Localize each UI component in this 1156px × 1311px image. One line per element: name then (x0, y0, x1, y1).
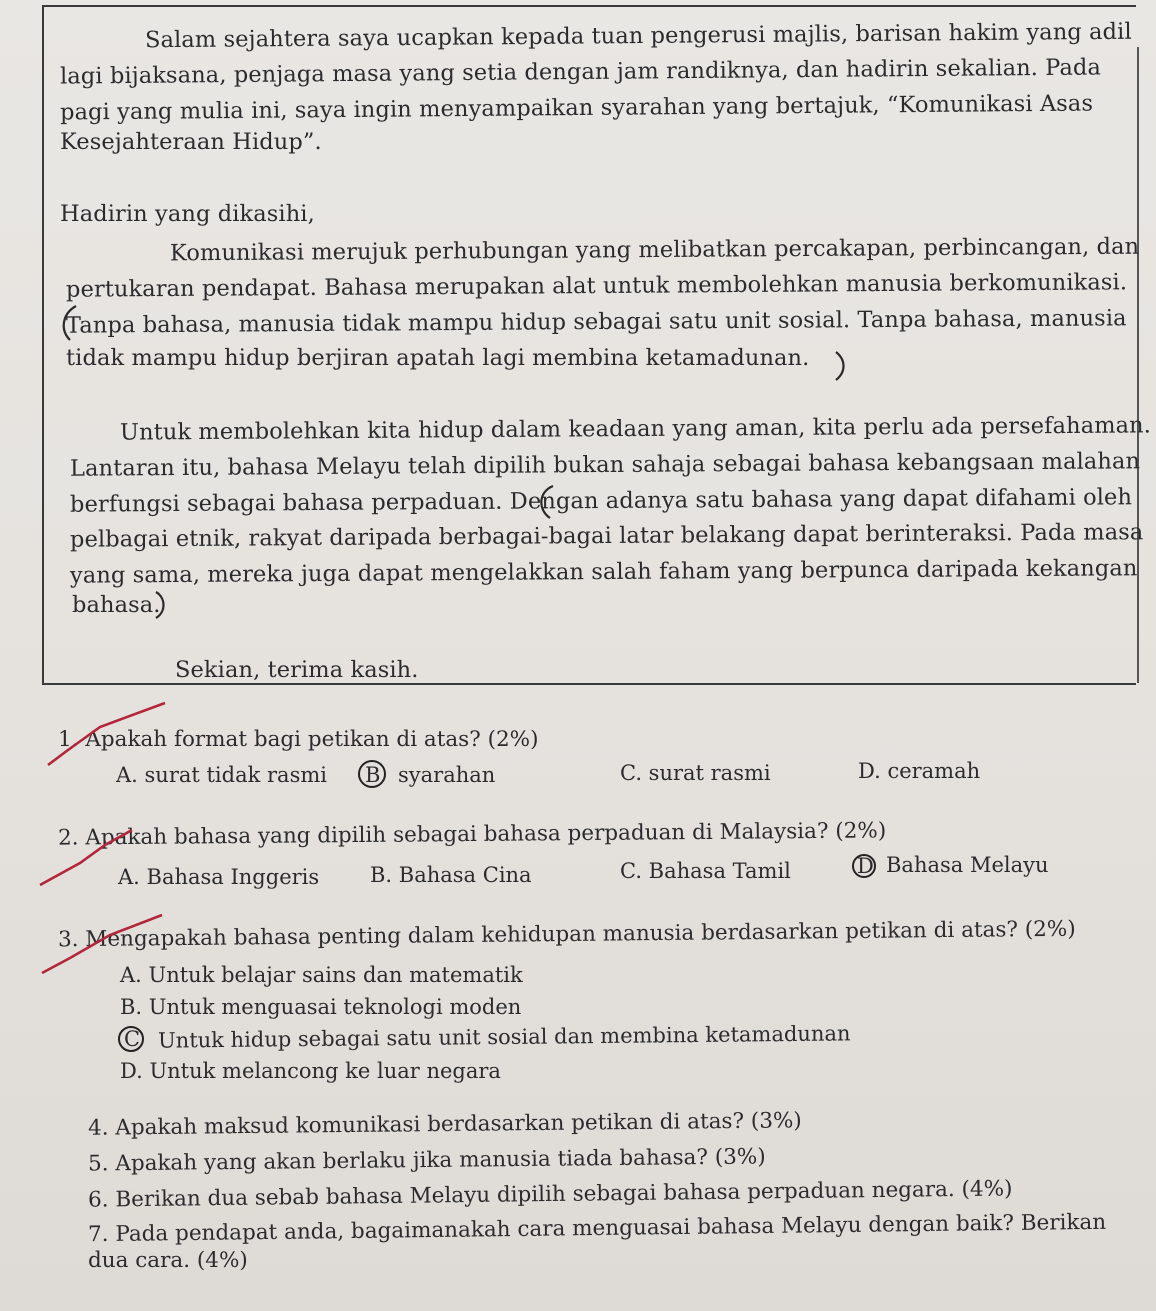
passage-line: tidak mampu hidup berjiran apatah lagi membina ketamadunan. (66, 345, 810, 371)
passage-line: pertukaran pendapat. Bahasa merupakan alat untuk membolehkan manusia berkomunikasi. (65, 269, 1128, 303)
passage-line: Lantaran itu, bahasa Melayu telah dipilih bukan sahaja sebagai bahasa kebangsaan malahan (69, 448, 1141, 482)
q2-option-c: C. Bahasa Tamil (620, 859, 791, 883)
passage-line: pelbagai etnik, rakyat daripada berbagai-bagai latar belakang dapat berinteraksi. Pada masa (69, 519, 1144, 553)
q3-option-a: A. Untuk belajar sains dan matematik (120, 963, 523, 987)
question-7-continued: dua cara. (4%) (88, 1248, 248, 1273)
q2-option-b: B. Bahasa Cina (370, 863, 532, 887)
passage-line: bahasa. (72, 592, 161, 618)
question-5: 5. Apakah yang akan berlaku jika manusia tiada bahasa? (3%) (87, 1144, 766, 1177)
question-2: 2. Apakah bahasa yang dipilih sebagai bahasa perpaduan di Malaysia? (2%) (57, 818, 887, 851)
passage-line: Komunikasi merujuk perhubungan yang melibatkan percakapan, perbincangan, dan (169, 233, 1140, 267)
passage-line: Hadirin yang dikasihi, (60, 201, 315, 227)
q1-option-a: A. surat tidak rasmi (116, 763, 327, 787)
question-1: 1. Apakah format bagi petikan di atas? (2%) (58, 727, 539, 752)
q2-option-a: A. Bahasa Inggeris (118, 865, 320, 889)
question-4: 4. Apakah maksud komunikasi berdasarkan petikan di atas? (3%) (87, 1108, 802, 1141)
q1-option-b-text: syarahan (398, 763, 496, 787)
passage-line: yang sama, mereka juga dapat mengelakkan salah faham yang berpunca daripada kekangan (69, 555, 1138, 589)
q3-option-d: D. Untuk melancong ke luar negara (120, 1059, 501, 1083)
q2-option-d-text: Bahasa Melayu (886, 853, 1049, 877)
passage-line: Tanpa bahasa, manusia tidak mampu hidup sebagai satu unit sosial. Tanpa bahasa, manusia (65, 305, 1127, 339)
passage-line: Untuk membolehkan kita hidup dalam keadaan yang aman, kita perlu ada persefahaman. (119, 412, 1152, 446)
passage-line: pagi yang mulia ini, saya ingin menyampaikan syarahan yang bertajuk, “Komunikasi Asas (59, 90, 1094, 126)
q2-option-d-letter: D (857, 854, 874, 878)
q3-option-c-text: Untuk hidup sebagai satu unit sosial dan membina ketamadunan (157, 1021, 851, 1053)
q3-option-c-letter: C (124, 1027, 141, 1051)
question-3: 3. Mengapakah bahasa penting dalam kehidupan manusia berdasarkan petikan di atas? (2%) (57, 916, 1076, 953)
q1-option-d: D. ceramah (858, 759, 981, 783)
q1-option-c: C. surat rasmi (620, 761, 771, 785)
passage-line: lagi bijaksana, penjaga masa yang setia dengan jam randiknya, dan hadirin sekalian. Pada (59, 54, 1102, 90)
question-7: 7. Pada pendapat anda, bagaimanakah cara menguasai bahasa Melayu dengan baik? Berikan (87, 1209, 1107, 1248)
q3-option-b: B. Untuk menguasai teknologi moden (120, 995, 522, 1019)
passage-line: berfungsi sebagai bahasa perpaduan. Dengan adanya satu bahasa yang dapat difahami oleh (69, 484, 1133, 518)
passage-closing: Sekian, terima kasih. (175, 657, 419, 683)
passage-line: Salam sejahtera saya ucapkan kepada tuan pengerusi majlis, barisan hakim yang adil (144, 18, 1132, 54)
question-6: 6. Berikan dua sebab bahasa Melayu dipilih sebagai bahasa perpaduan negara. (4%) (87, 1176, 1013, 1213)
q1-option-b-letter: B (365, 763, 381, 787)
passage-line: Kesejahteraan Hidup”. (60, 129, 322, 155)
